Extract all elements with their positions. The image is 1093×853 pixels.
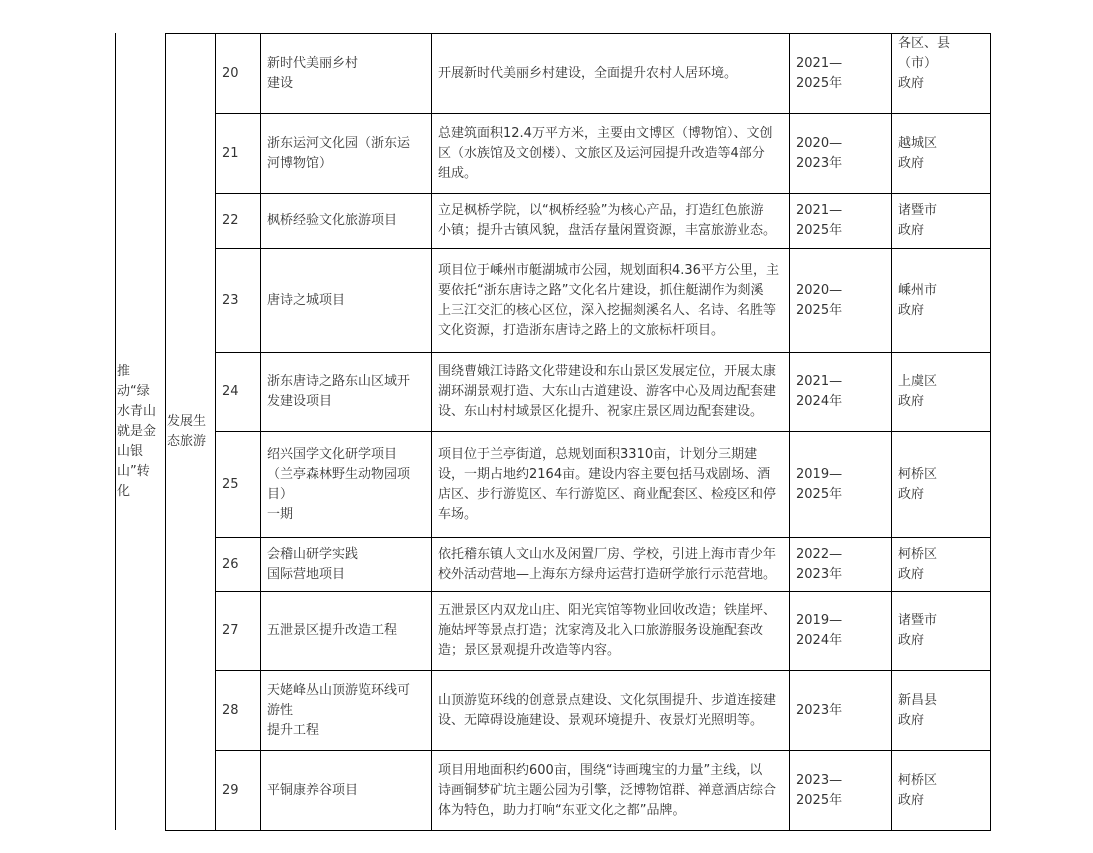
project-content: 立足枫桥学院，以“枫桥经验”为核心产品，打造红色旅游 小镇；提升古镇风貌，盘活存量闲置资源，丰富旅游业态。	[438, 203, 777, 238]
project-name: 新时代美丽乡村 建设	[267, 55, 359, 91]
responsible-unit: 越城区 政府	[898, 135, 938, 171]
row-number: 26	[222, 556, 239, 572]
project-period: 2021— 2025年	[796, 203, 843, 238]
project-content: 项目位于嵊州市艇湖城市公园，规划面积4.36平方公里，主 要依托“浙东唐诗之路”文化名片建设，抓住艇湖作为剡溪 上三江交汇的核心区位，深入挖掘剡溪名人、名诗、名胜等 文化资源，打造浙东唐诗之路上的文旅标杆项目。	[438, 262, 779, 338]
responsible-unit: 柯桥区 政府	[898, 466, 938, 502]
project-name: 浙东运河文化园（浙东运 河博物馆）	[267, 135, 411, 171]
table-border-vertical	[115, 33, 116, 830]
row-number: 21	[222, 145, 239, 161]
row-number: 24	[222, 384, 239, 399]
project-name: 五泄景区提升改造工程	[267, 623, 398, 638]
project-period: 2023年	[796, 702, 843, 718]
project-content: 围绕曹娥江诗路文化带建设和东山景区发展定位，开展太康 湖环湖景观打造、大东山古道建设、游客中心及周边配套建 设、东山村村域景区化提升、祝家庄景区周边配套建设。	[438, 364, 777, 419]
project-content: 五泄景区内双龙山庄、阳光宾馆等物业回收改造；铁崖坪、 施姑坪等景点打造；沈家湾及北入口旅游服务设施配套改 造；景区景观提升改造等内容。	[438, 603, 777, 658]
project-name: 绍兴国学文化研学项目 （兰亭森林野生动物园项 目） 一期	[267, 446, 411, 522]
project-name: 枫桥经验文化旅游项目	[267, 213, 398, 228]
project-name: 天姥峰丛山顶游览环线可 游性 提升工程	[267, 682, 411, 738]
responsible-unit: 诸暨市 政府	[898, 203, 938, 238]
project-name: 平铜康养谷项目	[267, 782, 359, 798]
project-period: 2022— 2023年	[796, 546, 843, 582]
project-name: 会稽山研学实践 国际营地项目	[267, 546, 359, 582]
row-number: 22	[222, 213, 239, 228]
row-number: 27	[222, 623, 239, 638]
project-period: 2020— 2023年	[796, 135, 843, 171]
row-number: 25	[222, 476, 239, 492]
responsible-unit: 上虞区 政府	[898, 374, 938, 409]
table-border-horizontal	[165, 830, 991, 831]
project-period: 2021— 2025年	[796, 55, 843, 91]
project-content: 开展新时代美丽乡村建设，全面提升农村人居环境。	[438, 65, 738, 81]
responsible-unit: 柯桥区 政府	[898, 546, 938, 582]
project-period: 2019— 2025年	[796, 466, 843, 502]
row-number: 28	[222, 702, 239, 718]
project-content: 项目位于兰亭街道，总规划面积3310亩，计划分三期建 设，一期占地约2164亩。建设内容主要包括马戏剧场、酒 店区、步行游览区、车行游览区、商业配套区、检疫区和停 车场。	[438, 446, 777, 522]
responsible-unit: 诸暨市 政府	[898, 613, 938, 648]
responsible-unit: 柯桥区 政府	[898, 772, 938, 808]
project-content: 项目用地面积约600亩，围绕“诗画瑰宝的力量”主线，以 诗画铜梦矿坑主题公园为引擎，泛博物馆群、禅意酒店综合 体为特色，助力打响“东亚文化之都”品牌。	[438, 762, 777, 818]
project-content: 总建筑面积12.4万平方米，主要由文博区（博物馆）、文创 区（水族馆及文创楼）、文旅区及运河园提升改造等4部分 组成。	[438, 125, 773, 181]
table-border-vertical	[165, 33, 166, 830]
project-period: 2023— 2025年	[796, 772, 843, 808]
project-period: 2021— 2024年	[796, 374, 843, 409]
responsible-unit: 嵊州市 政府	[898, 282, 938, 318]
project-name: 浙东唐诗之路东山区域开 发建设项目	[267, 374, 411, 409]
project-period: 2020— 2025年	[796, 282, 843, 318]
project-period: 2019— 2024年	[796, 613, 843, 648]
responsible-unit: 各区、县 （市） 政府	[898, 36, 951, 91]
row-number: 29	[222, 782, 239, 798]
category-cell: 推 动“绿 水青山 就是金 山银 山”转 化	[117, 363, 157, 499]
row-number: 23	[222, 292, 239, 308]
responsible-unit: 新昌县 政府	[898, 692, 938, 728]
project-name: 唐诗之城项目	[267, 292, 346, 308]
subcategory-cell: 发展生 态旅游	[167, 413, 207, 449]
project-content: 依托稽东镇人文山水及闲置厂房、学校，引进上海市青少年 校外活动营地—上海东方绿舟运营打造研学旅行示范营地。	[438, 546, 777, 582]
row-number: 20	[222, 65, 239, 81]
project-content: 山顶游览环线的创意景点建设、文化氛围提升、步道连接建 设、无障碍设施建设、景观环境提升、夜景灯光照明等。	[438, 692, 777, 728]
